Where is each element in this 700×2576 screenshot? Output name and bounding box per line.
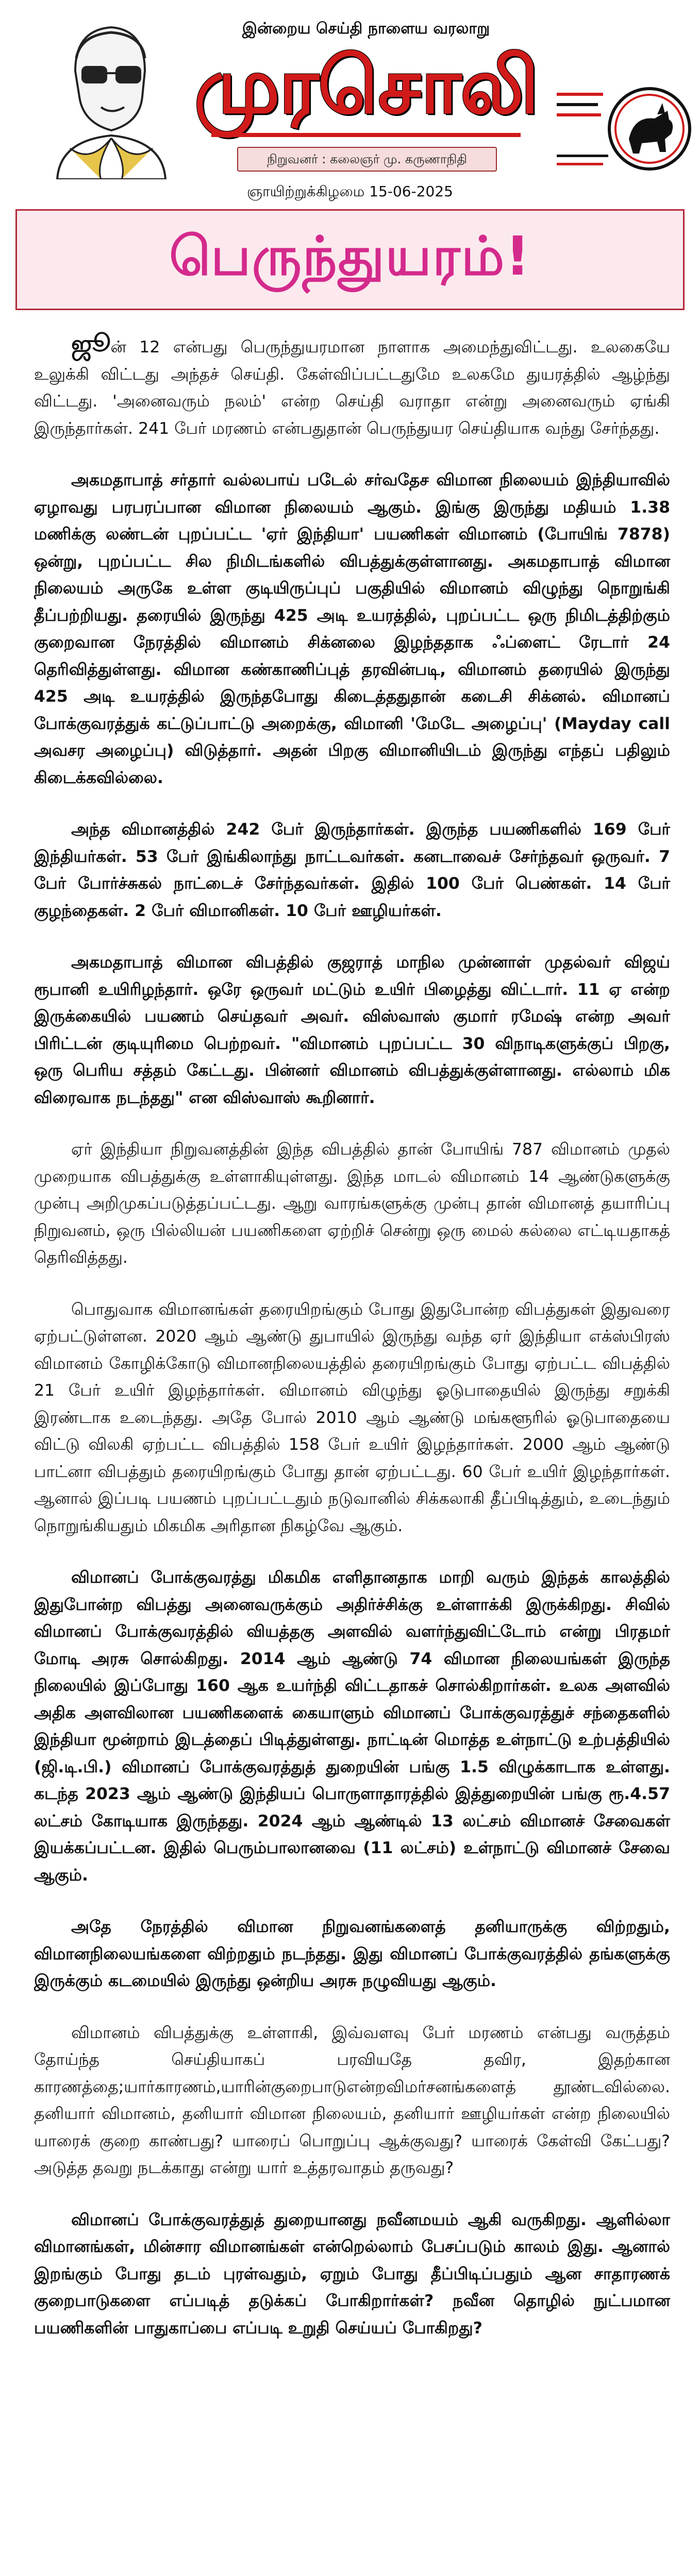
editorial-headline: பெருந்துயரம்!: [169, 225, 531, 287]
headline-box: [15, 209, 685, 310]
paragraph-1: [34, 331, 670, 442]
party-seal-icon: [552, 62, 693, 196]
paragraph-3: அந்த விமானத்தில் 242 பேர் இருந்தார்கள். இருந்த பயணிகளில் 169 பேர் இந்தியர்கள். 53 பேர் இங்கிலாந்து நாட்டவர்கள். கனடாவைச் சேர்ந்தவர் ஒருவர். 7 பேர் போர்ச்சுகல் நாட்டைச் சேர்ந்தவர்கள். இதில் 100 பேர் பெண்கள். 14 பேர் குழந்தைகள். 2 பேர் விமானிகள். 10 பேர் ஊழியர்கள்.: [34, 820, 670, 920]
paragraph-1-text: ன் 12 என்பது பெருந்துயரமான நாளாக அமைந்துவிட்டது. உலகையே உலுக்கி விட்டது அந்தச் செய்தி. கேள்விப்பட்டதுமே உலகமே துயரத்தில் ஆழ்ந்து விட்டது. 'அனைவரும் நலம்' என்ற செய்தி வராதா என்று அனைவரும் ஏங்கி இருந்தார்கள். 241 பேர் மரணம் என்பதுதான் பெருந்துயர செய்தியாக வந்து சேர்ந்தது.: [34, 338, 670, 438]
paragraph-9: விமானம் விபத்துக்கு உள்ளாகி, இவ்வளவு பேர் மரணம் என்பது வருத்தம் தோய்ந்த செய்தியாகப் பரவியதே தவிர, இதற்கான காரணத்தை;யார்காரணம்,யாரின்குறைபாடுஎன்றவிமர்சனங்களைத் தூண்டவில்லை. தனியார் விமானம், தனியார் விமான நிலையம், தனியார் ஊழியர்கள் என்ற நிலையில் யாரைக் குறை காண்பது? யாரைப் பொறுப்பு ஆக்குவது? யாரைக் கேள்வி கேட்பது? அடுத்த தவறு நடக்காது என்று யார் உத்தரவாதம் தருவது?: [34, 2023, 670, 2177]
issue-date: ஞாயிற்றுக்கிழமை 15-06-2025: [247, 183, 453, 200]
masthead-tagline: இன்றைய செய்தி நாளைய வரலாறு: [242, 20, 490, 38]
paragraph-2: அகமதாபாத் சர்தார் வல்லபாய் படேல் சர்வதேச விமான நிலையம் இந்தியாவில் ஏழாவது பரபரப்பான விமான நிலையம் ஆகும். இங்கு இருந்து மதியம் 1.38 மணிக்கு லண்டன் புறப்பட்ட 'ஏர் இந்தியா' பயணிகள் விமானம் (போயிங் 7878) ஒன்று, புறப்பட்ட சில நிமிடங்களில் விபத்துக்குள்ளானது. அகமதாபாத் விமான நிலையம் அருகே உள்ள குடியிருப்புப் பகுதியில் விமானம் விழுந்து நொறுங்கி தீப்பற்றியது. தரையில் இருந்து 425 அடி உயரத்தில், புறப்பட்ட ஒரு நிமிடத்திற்கும் குறைவான நேரத்தில் விமானம் சிக்னலை இழந்ததாக ஃப்ளைட் ரேடார் 24 தெரிவித்துள்ளது. விமான கண்காணிப்புத் தரவின்படி, விமானம் தரையில் இருந்து 425 அடி உயரத்தில் இருந்தபோது கிடைத்ததுதான் கடைசி சிக்னல். விமானப் போக்குவரத்துக் கட்டுப்பாட்டு அறைக்கு, விமானி 'மேடே அழைப்பு' (Mayday call அவசர அழைப்பு) விடுத்தார். அதன் பிறகு விமானியிடம் இருந்து எந்தப் பதிலும் கிடைக்கவில்லை.: [34, 471, 670, 787]
paragraph-8: அதே நேரத்தில் விமான நிறுவனங்களைத் தனியாருக்கு விற்றதும், விமானநிலையங்களை விற்றதும் நடந்தது. இது விமானப் போக்குவரத்தில் தங்களுக்கு இருக்கும் கடமையில் இருந்து ஒன்றிய அரசு நழுவியது ஆகும்.: [34, 1918, 670, 1990]
paragraph-4: அகமதாபாத் விமான விபத்தில் குஜராத் மாநில முன்னாள் முதல்வர் விஜய் ரூபானி உயிரிழந்தார். ஒரே ஒருவர் மட்டும் உயிர் பிழைத்து விட்டார். 11 ஏ என்ற இருக்கையில் பயணம் செய்தவர் அவர். விஸ்வாஸ் குமார் ரமேஷ் என்ற அவர் பிரிட்டன் குடியுரிமை பெற்றவர். "விமானம் புறப்பட்ட 30 விநாடிகளுக்குப் பிறகு, ஒரு பெரிய சத்தம் கேட்டது. பின்னர் விமானம் விபத்துக்குள்ளானது. எல்லாம் மிக விரைவாக நடந்தது" என விஸ்வாஸ் கூறினார்.: [34, 953, 670, 1107]
paragraph-10: விமானப் போக்குவரத்துத் துறையானது நவீனமயம் ஆகி வருகிறது. ஆளில்லா விமானங்கள், மின்சார விமானங்கள் என்றெல்லாம் பேசப்படும் காலம் இது. ஆனால் இறங்கும் போது தடம் புரள்வதும், ஏறும் போது தீப்பிடிப்பதும் ஆன சாதாரணக் குறைபாடுகளை எப்படித் தடுக்கப் போகிறார்கள்? நவீன தொழில் நுட்பமான பயணிகளின் பாதுகாப்பை எப்படி உறுதி செய்யப் போகிறது?: [34, 2210, 670, 2337]
masthead: [15, 0, 685, 206]
newspaper-logo: முரசொலி: [194, 41, 538, 131]
editorial-article: [15, 331, 685, 2342]
logo-underline: [211, 133, 521, 137]
founder-portrait-icon: [39, 9, 178, 179]
paragraph-6: பொதுவாக விமானங்கள் தரையிறங்கும் போது இதுபோன்ற விபத்துகள் இதுவரை ஏற்பட்டுள்ளன. 2020 ஆம் ஆண்டு துபாயில் இருந்து வந்த ஏர் இந்தியா எக்ஸ்பிரஸ் விமானம் கோழிக்கோடு விமானநிலையத்தில் தரையிறங்கும் போது ஏற்பட்ட விபத்தில் 21 பேர் உயிர் இழந்தார்கள். விமானம் விழுந்து ஓடுபாதையில் இருந்து சறுக்கி இரண்டாக உடைந்தது. அதே போல் 2010 ஆம் ஆண்டு மங்களூரில் ஓடுபாதையை விட்டு விலகி ஏற்பட்ட விபத்தில் 158 பேர் உயிர் இழந்தார்கள். 2000 ஆம் ஆண்டு பாட்னா விபத்தும் தரையிறங்கும் போது தான் ஏற்பட்டது. 60 பேர் உயிர் இழந்தார்கள். ஆனால் இப்படி பயணம் புறப்பட்டதும் நடுவானில் சிக்கலாகி தீப்பிடித்தும், உடைந்தும் நொறுங்கியதும் மிகமிக அரிதான நிகழ்வே ஆகும்.: [34, 1300, 670, 1535]
founder-caption: நிறுவனர் : கலைஞர் மு. கருணாநிதி: [237, 147, 497, 172]
paragraph-1-dropcap: ஜூ: [71, 330, 111, 359]
paragraph-7: விமானப் போக்குவரத்து மிகமிக எளிதானதாக மாறி வரும் இந்தக் காலத்தில் இதுபோன்ற விபத்து அனைவருக்கும் அதிர்ச்சிக்கு உள்ளாக்கி இருக்கிறது. சிவில் விமானப் போக்குவரத்தில் வியத்தகு அளவில் வளர்ந்துவிட்டோம் என்று பிரதமர் மோடி அரசு சொல்கிறது. 2014 ஆம் ஆண்டு 74 விமான நிலையங்கள் இருந்த நிலையில் இப்போது 160 ஆக உயர்ந்தி விட்டதாகச் சொல்கிறார்கள். உலக அளவில் அதிக அளவிலான பயணிகளைக் கையாளும் விமானப் போக்குவரத்துச் சந்தைகளில் இந்தியா மூன்றாம் இடத்தைப் பிடித்துள்ளது. நாட்டின் மொத்த உள்நாட்டு உற்பத்தியில் (ஜி.டி.பி.) விமானப் போக்குவரத்துத் துறையின் பங்கு 1.5 விழுக்காடாக உள்ளது. கடந்த 2023 ஆம் ஆண்டு இந்தியப் பொருளாதாரத்தில் இத்துறையின் பங்கு ரூ.4.57 லட்சம் கோடியாக இருந்தது. 2024 ஆம் ஆண்டில் 13 லட்சம் விமானச் சேவைகள் இயக்கப்பட்டன. இதில் பெரும்பாலானவை (11 லட்சம்) உள்நாட்டு விமானச் சேவை ஆகும்.: [34, 1568, 670, 1885]
paragraph-5: ஏர் இந்தியா நிறுவனத்தின் இந்த விபத்தில் தான் போயிங் 787 விமானம் முதல் முறையாக விபத்துக்கு உள்ளாகியுள்ளது. இந்த மாடல் விமானம் 14 ஆண்டுகளுக்கு முன்பு அறிமுகப்படுத்தப்பட்டது. ஆறு வாரங்களுக்கு முன்பு தான் விமானத் தயாரிப்பு நிறுவனம், ஒரு பில்லியன் பயணிகளை ஏற்றிச் சென்று ஒரு மைல் கல்லை எட்டியதாகத் தெரிவித்தது.: [34, 1140, 670, 1267]
